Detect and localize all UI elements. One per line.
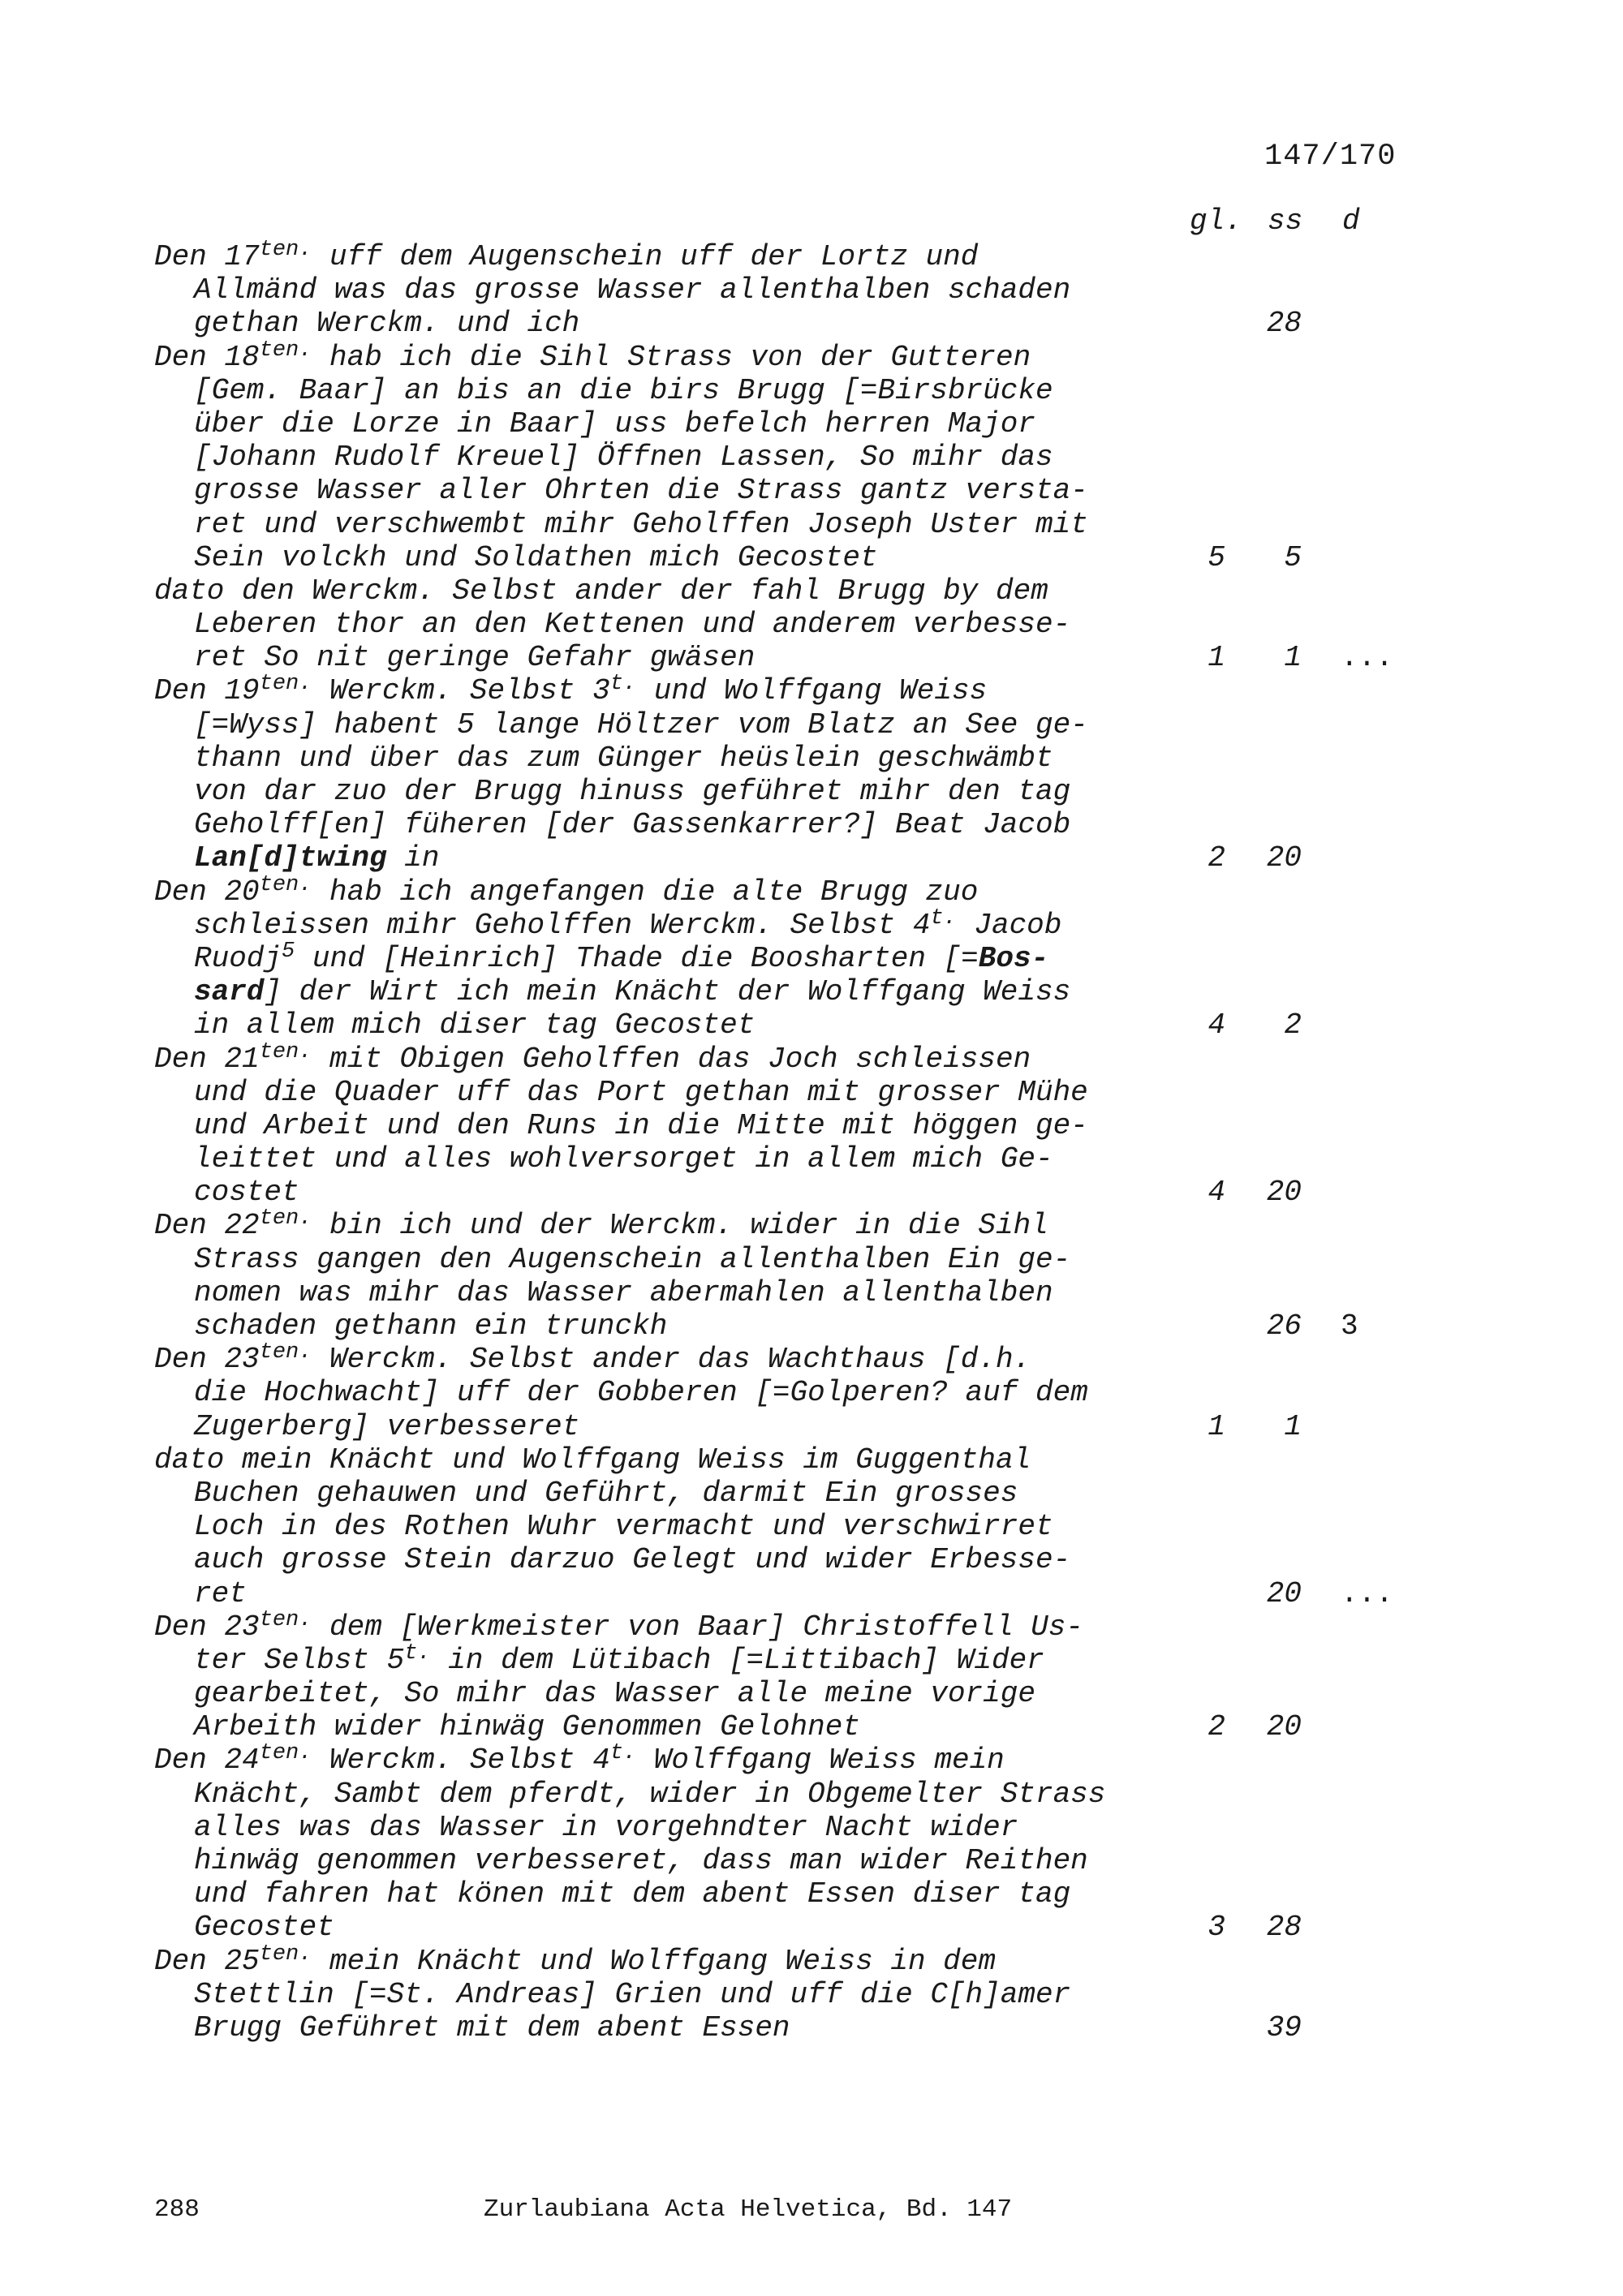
superscript: t. [404, 1640, 431, 1666]
entry-line [0, 1142, 1623, 1176]
entry-line [0, 1941, 1623, 1978]
entry-line-text: Den $23^{ten.}$ dem [Werkmeister von Baar] Christoffell Us- [154, 1607, 1083, 1644]
entry-line-text: leittet und alles wohlversorget in allem mich Ge- [194, 1142, 1053, 1176]
entry-line [0, 808, 1623, 841]
amount-ss: 39 [1266, 2010, 1302, 2044]
entry-line [0, 1443, 1623, 1477]
entry-line [0, 1743, 1623, 1777]
entry-line [0, 541, 1623, 574]
entry-line-text: Den $20^{ten.}$ hab ich angefangen die alte Brugg zuo [154, 872, 979, 909]
superscript: ten. [259, 1941, 312, 1967]
column-head-gl: gl. [1190, 204, 1242, 238]
entry-line [0, 775, 1623, 808]
entry-line [0, 574, 1623, 608]
entry-line-text: ret und verschwembt mihr Geholffen Joseph Uster mit [194, 507, 1088, 541]
amount-gl: 4 [1208, 1176, 1225, 1210]
ledger-entry [0, 338, 1623, 574]
entry-line-text: über die Lorze in Baar] uss befelch herren Major [194, 406, 1035, 441]
entry-line [0, 1410, 1623, 1443]
entry-line-text: Leberen thor an den Kettenen und anderem verbesse- [194, 608, 1071, 642]
entry-line-text: Zugerberg] verbesseret [194, 1409, 580, 1443]
ledger-entry [0, 1443, 1623, 1610]
entry-line [0, 407, 1623, 441]
entry-line [0, 1276, 1623, 1309]
entry-line-text: in allem mich diser tag Gecostet [194, 1008, 756, 1043]
amount-gl: 1 [1208, 1409, 1225, 1443]
entry-line-text: ret So nit geringe Gefahr gwäsen [194, 641, 756, 675]
entry-line-text: Brugg Geführet mit dem abent Essen [194, 2010, 790, 2044]
entry-line-text: Arbeith wider hinwäg Genommen Gelohnet [194, 1710, 860, 1744]
entry-line [0, 1677, 1623, 1710]
entry-line-text: Den $22^{ten.}$ bin ich und der Werckm. wider in die Sihl [154, 1206, 1048, 1243]
amount-ss: 1 [1284, 641, 1302, 675]
ledger-entries [0, 240, 1623, 2044]
column-head-ss: ss [1268, 204, 1303, 238]
footer-page-number: 288 [154, 2195, 200, 2224]
entry-line-text: dato mein Knächt und Wolffgang Weiss im Guggenthal [154, 1443, 1031, 1477]
ledger-entry [0, 1206, 1623, 1343]
entry-line [0, 1844, 1623, 1877]
superscript: ten. [259, 872, 312, 897]
entry-line [0, 1376, 1623, 1409]
entry-line-text: Den $21^{ten.}$ mit Obigen Geholffen das Joch schleissen [154, 1039, 1031, 1076]
entry-line-text: [Johann Rudolf Kreuel] Öffnen Lassen, So mihr das [194, 441, 1053, 475]
entry-line [0, 1543, 1623, 1576]
entry-line-text: hinwäg genommen verbesseret, dass man wider Reithen [194, 1844, 1088, 1877]
ledger-entry [0, 1340, 1623, 1443]
entry-line [0, 338, 1623, 374]
entry-line [0, 508, 1623, 541]
superscript: ten. [259, 1206, 312, 1232]
entry-line-text: gethan Werckm. und ich [194, 307, 580, 341]
entry-line-text: Loch in des Rothen Wuhr vermacht und verschwirret [194, 1510, 1053, 1544]
bold-name: sard [194, 975, 265, 1009]
entry-line-text: alles was das Wasser in vorgehndter Nacht wider [194, 1810, 1018, 1844]
ledger-entry [0, 1607, 1623, 1744]
amount-gl: 3 [1208, 1911, 1225, 1945]
superscript: t. [609, 1741, 637, 1766]
entry-line-text: Den $18^{ten.}$ hab ich die Sihl Strass von der Gutteren [154, 338, 1031, 374]
amount-gl: 5 [1208, 540, 1225, 574]
page-number: 147/170 [1264, 140, 1397, 174]
superscript: ten. [259, 338, 312, 363]
superscript: ten. [259, 1039, 312, 1064]
entry-line-text: Knächt, Sambt dem pferdt, wider in Obgemelter Strass [194, 1777, 1106, 1811]
superscript: t. [609, 672, 637, 697]
entry-line [0, 939, 1623, 975]
ledger-entry [0, 240, 1623, 341]
amount-ss: 28 [1266, 307, 1302, 341]
entry-line-text: von dar zuo der Brugg hinuss geführet mihr den tag [194, 775, 1071, 808]
amount-ss: 5 [1284, 540, 1302, 574]
entry-line [0, 1039, 1623, 1076]
entry-line [0, 1877, 1623, 1911]
entry-line [0, 608, 1623, 641]
ledger-entry [0, 872, 1623, 1043]
bold-name: Lan[d]twing [194, 841, 387, 875]
entry-line-text: und die Quader uff das Port gethan mit grosser Mühe [194, 1075, 1088, 1109]
entry-line-text: Buchen gehauwen und Geführt, darmit Ein grosses [194, 1476, 1018, 1510]
entry-line [0, 1978, 1623, 2011]
superscript: ten. [259, 238, 312, 262]
ledger-entry [0, 574, 1623, 675]
entry-line [0, 1176, 1623, 1209]
entry-line-text: und Arbeit und den Runs in die Mitte mit höggen ge- [194, 1108, 1088, 1142]
entry-line [0, 1243, 1623, 1276]
entry-line [0, 441, 1623, 474]
superscript: ten. [259, 672, 312, 697]
entry-line [0, 1340, 1623, 1377]
entry-line [0, 1710, 1623, 1743]
entry-line [0, 1510, 1623, 1543]
amount-d: ... [1341, 1576, 1393, 1610]
entry-line [0, 1811, 1623, 1844]
amount-ss: 20 [1266, 1710, 1302, 1744]
superscript: ten. [259, 1607, 312, 1632]
entry-line-text: Den $24^{ten.}$ Werckm. Selbst $4^{t.}$ Wolffgang Weiss mein [154, 1741, 1005, 1778]
entry-line-text: schaden gethann ein trunckh [194, 1309, 668, 1343]
entry-line [0, 1309, 1623, 1343]
entry-line-text: Ruodj$^5$ und [Heinrich] Thade die Boosharten [=Bos- [194, 939, 1049, 975]
entry-line-text: Gecostet [194, 1911, 334, 1945]
entry-line [0, 1008, 1623, 1042]
entry-line-text: Den $25^{ten.}$ mein Knächt und Wolffgang Weiss in dem [154, 1941, 996, 1978]
entry-line [0, 872, 1623, 909]
entry-line-text: Lan[d]twing in [194, 841, 440, 875]
entry-line-text: Den $17^{ten.}$ uff dem Augenschein uff der Lortz und [154, 238, 979, 273]
amount-gl: 2 [1208, 1710, 1225, 1744]
superscript: 5 [282, 939, 295, 964]
entry-line-text: thann und über das zum Günger heüslein geschwämbt [194, 741, 1053, 775]
entry-line [0, 1109, 1623, 1142]
ledger-entry [0, 1039, 1623, 1210]
entry-line [0, 273, 1623, 307]
entry-line-text: Den $23^{ten.}$ Werckm. Selbst ander das Wachthaus [d.h. [154, 1340, 1031, 1377]
entry-line [0, 708, 1623, 742]
entry-line-text: [=Wyss] habent 5 lange Höltzer vom Blatz an See ge- [194, 707, 1088, 742]
entry-line [0, 374, 1623, 407]
ledger-entry [0, 674, 1623, 875]
entry-line [0, 1607, 1623, 1644]
entry-line-text: dato den Werckm. Selbst ander der fahl Brugg by dem [154, 574, 1048, 608]
amount-ss: 20 [1266, 1576, 1302, 1610]
entry-line-text: die Hochwacht] uff der Gobberen [=Golperen? auf dem [194, 1376, 1088, 1410]
amount-ss: 1 [1284, 1409, 1302, 1443]
amount-d: ... [1341, 641, 1393, 675]
entry-line-text: Geholff[en] füheren [der Gassenkarrer?] Beat Jacob [194, 808, 1071, 842]
bold-name: Bos- [978, 941, 1049, 975]
entry-line-text: Sein volckh und Soldathen mich Gecostet [194, 540, 878, 574]
amount-ss: 26 [1266, 1309, 1302, 1343]
entry-line-text: schleissen mihr Geholffen Werckm. Selbst $4^{t.}$ Jacob [194, 905, 1062, 942]
entry-line-text: Den $19^{ten.}$ Werckm. Selbst $3^{t.}$ und Wolffgang Weiss [154, 672, 988, 708]
amount-gl: 1 [1208, 641, 1225, 675]
entry-line [0, 1076, 1623, 1109]
entry-line-text: sard] der Wirt ich mein Knächt der Wolffgang Weiss [194, 975, 1071, 1009]
entry-line [0, 2011, 1623, 2044]
entry-line [0, 1206, 1623, 1243]
ledger-entry [0, 1743, 1623, 1944]
superscript: ten. [259, 1741, 312, 1766]
entry-line [0, 1577, 1623, 1610]
entry-line [0, 674, 1623, 707]
entry-line-text: auch grosse Stein darzuo Gelegt und wider Erbesse- [194, 1543, 1071, 1577]
entry-line [0, 474, 1623, 507]
superscript: t. [930, 905, 957, 931]
amount-gl: 2 [1208, 841, 1225, 875]
entry-line [0, 641, 1623, 674]
amount-d: 3 [1341, 1309, 1358, 1343]
entry-line [0, 1477, 1623, 1510]
amount-gl: 4 [1208, 1008, 1225, 1043]
amount-ss: 20 [1266, 841, 1302, 875]
entry-line-text: nomen was mihr das Wasser abermahlen allenthalben [194, 1275, 1053, 1309]
entry-line [0, 905, 1623, 942]
entry-line [0, 1640, 1623, 1677]
entry-line [0, 307, 1623, 340]
entry-line-text: costet [194, 1176, 299, 1210]
footer-title: Zurlaubiana Acta Helvetica, Bd. 147 [484, 2195, 1013, 2224]
entry-line-text: Stettlin [=St. Andreas] Grien und uff die C[h]amer [194, 1977, 1071, 2011]
column-head-d: d [1342, 204, 1360, 238]
amount-ss: 20 [1266, 1176, 1302, 1210]
entry-line-text: Allmänd was das grosse Wasser allenthalben schaden [194, 273, 1071, 307]
entry-line [0, 1911, 1623, 1944]
entry-line-text: ter Selbst $5^{t.}$ in dem Lütibach [=Littibach] Wider [194, 1640, 1044, 1677]
entry-line [0, 240, 1623, 273]
amount-ss: 2 [1284, 1008, 1302, 1043]
amount-ss: 28 [1266, 1911, 1302, 1945]
entry-line-text: ret [194, 1576, 247, 1610]
entry-line-text: [Gem. Baar] an bis an die birs Brugg [=Birsbrücke [194, 373, 1053, 407]
entry-line-text: Strass gangen den Augenschein allenthalben Ein ge- [194, 1242, 1071, 1276]
ledger-entry [0, 1941, 1623, 2045]
entry-line [0, 742, 1623, 775]
entry-line [0, 975, 1623, 1008]
entry-line [0, 841, 1623, 875]
entry-line [0, 1778, 1623, 1811]
entry-line-text: und fahren hat könen mit dem abent Essen diser tag [194, 1877, 1071, 1911]
entry-line-text: gearbeitet, So mihr das Wasser alle meine vorige [194, 1677, 1035, 1711]
entry-line-text: grosse Wasser aller Ohrten die Strass gantz versta- [194, 474, 1088, 508]
superscript: ten. [259, 1340, 312, 1365]
